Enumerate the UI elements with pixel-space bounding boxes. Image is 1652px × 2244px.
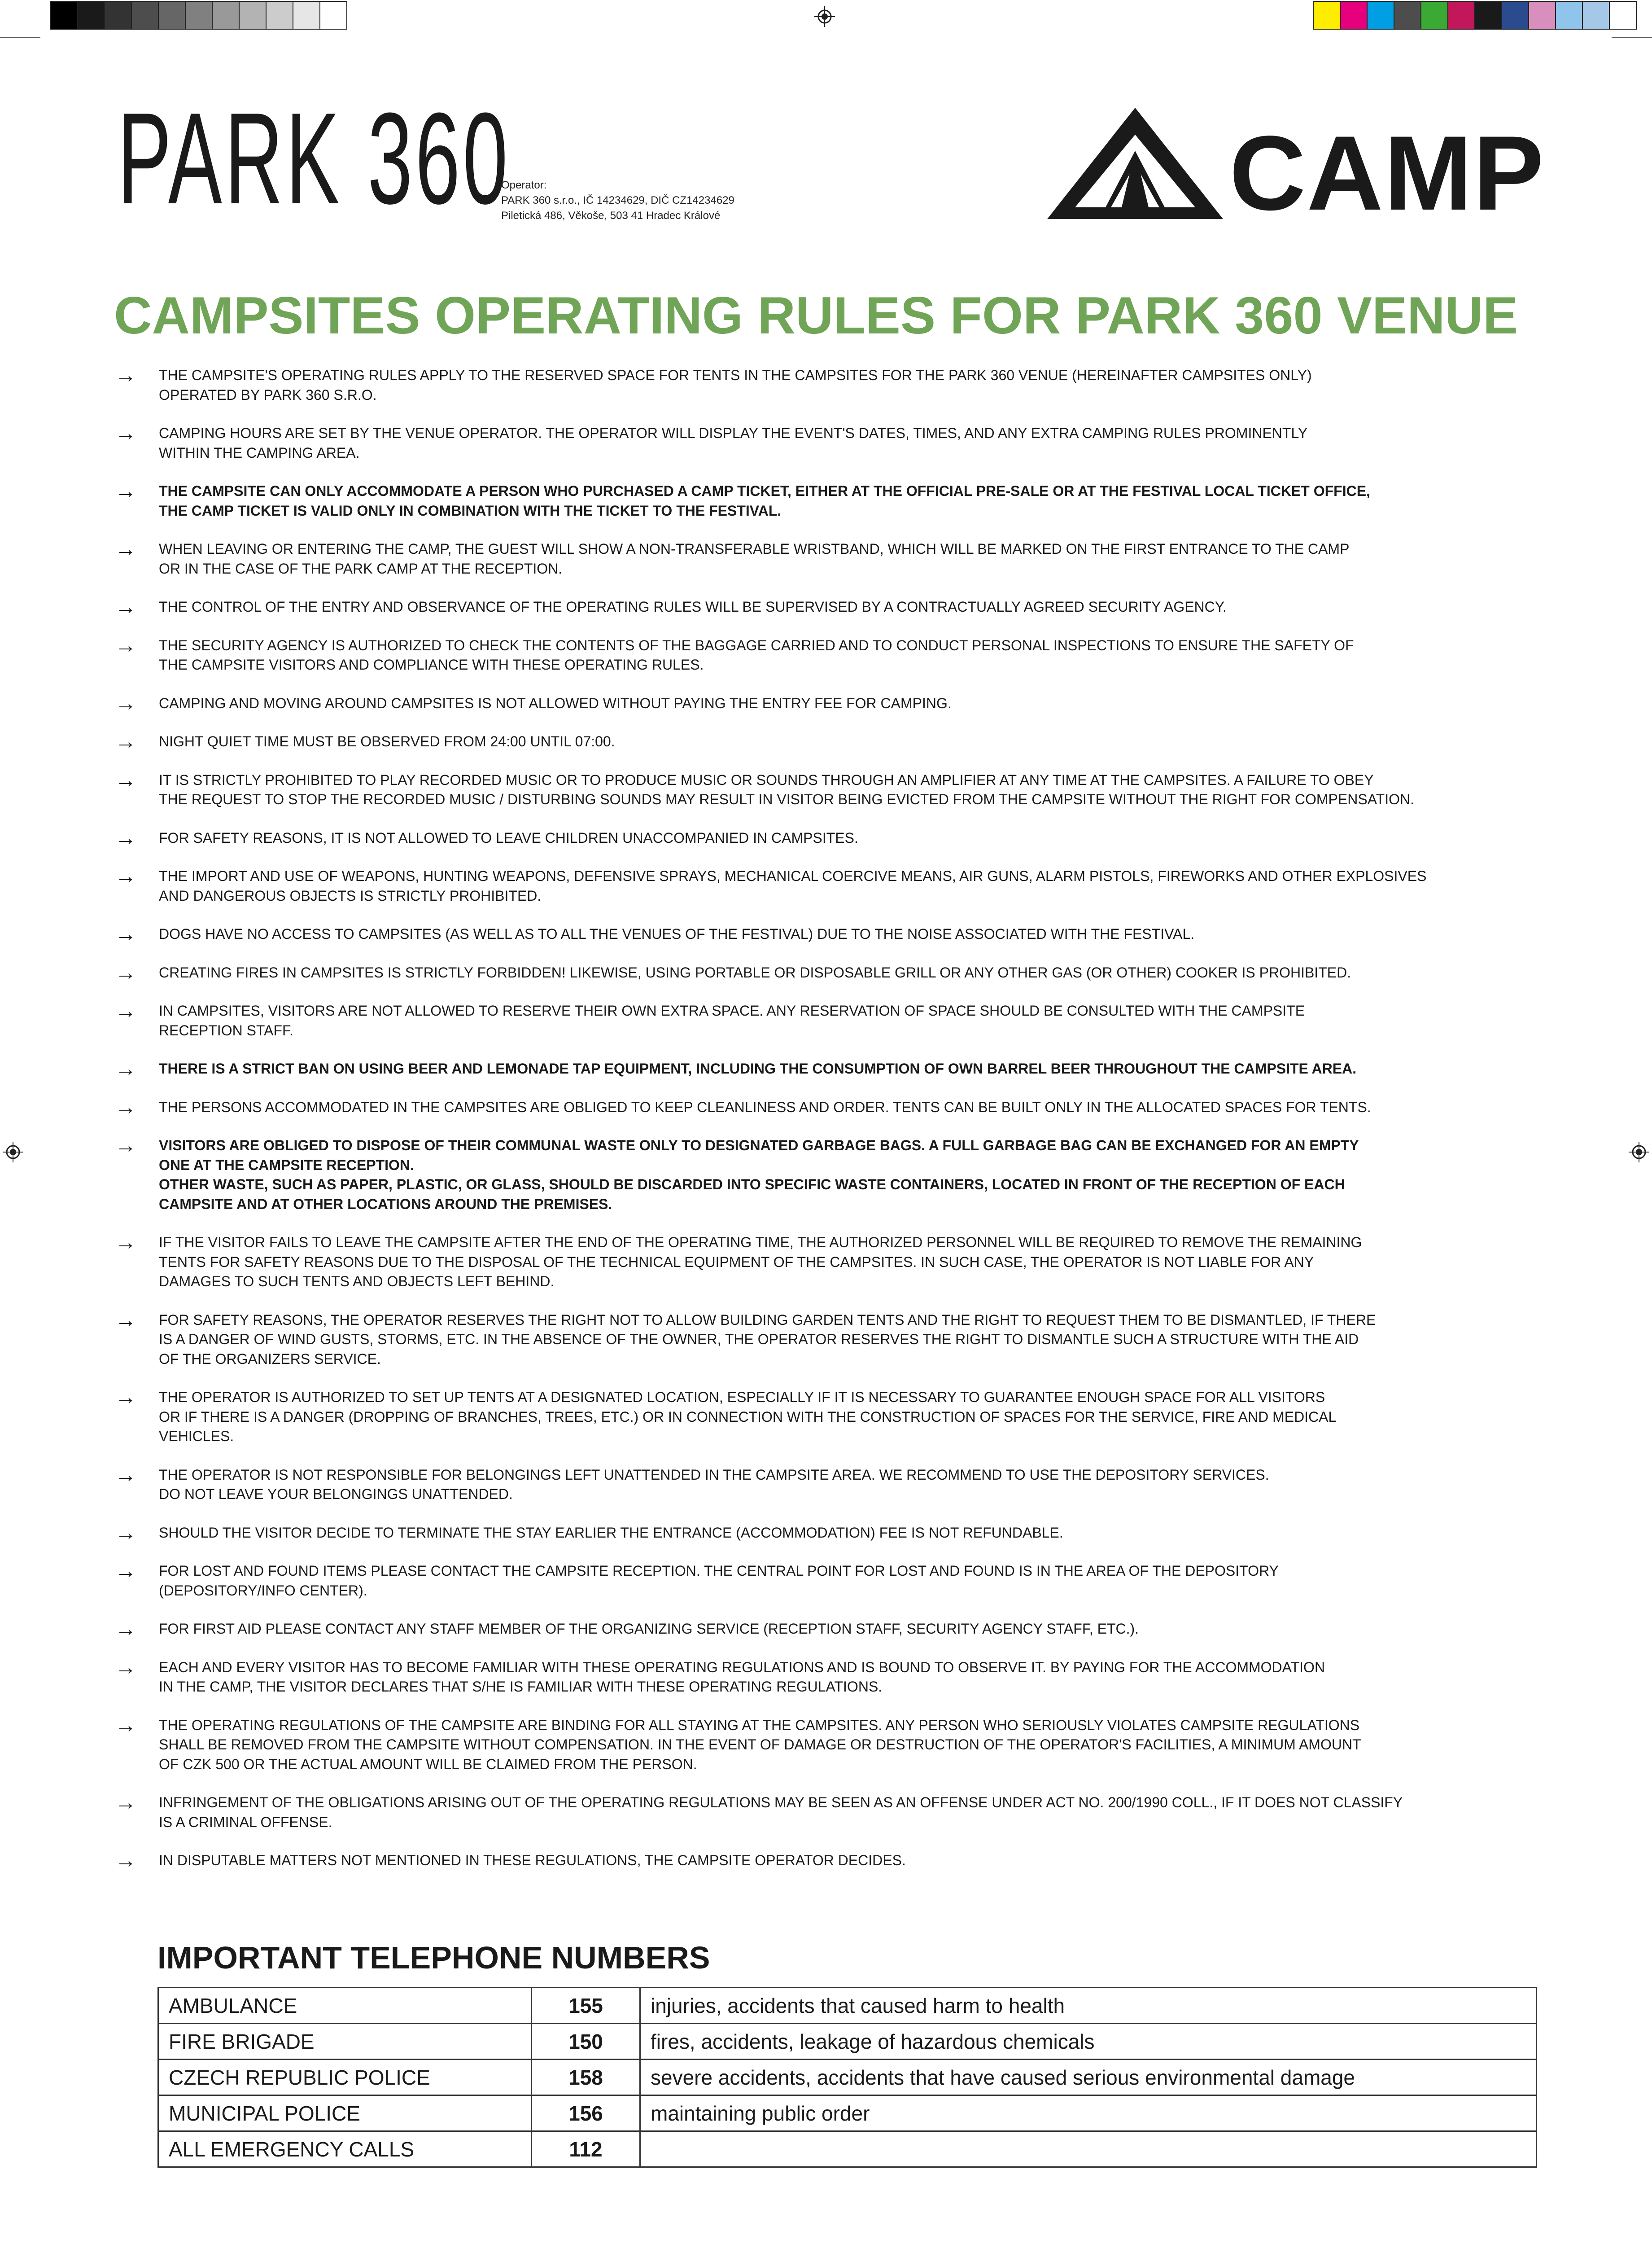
rule-item: [114, 1095, 1541, 1119]
color-swatch: [1529, 2, 1556, 29]
gray-swatch: [320, 2, 346, 29]
rule-item: [114, 597, 1541, 617]
arrow-right-icon: →: [115, 1791, 136, 1814]
arrow-right-icon: →: [115, 1617, 136, 1641]
registration-mark-icon: [814, 6, 835, 27]
rule-text: DOGS HAVE NO ACCESS TO CAMPSITES (AS WELL AS TO ALL THE VENUES OF THE FESTIVAL) DUE TO THE NOISE ASSOCIATED WITH THE FESTIVAL.: [159, 926, 1195, 942]
arrow-right-icon: →: [115, 922, 136, 946]
rule-text: NIGHT QUIET TIME MUST BE OBSERVED FROM 24:00 UNTIL 07:00.: [159, 733, 615, 749]
rule-item: [114, 922, 1541, 946]
rule-item: [114, 1310, 1541, 1369]
page-title: CAMPSITES OPERATING RULES FOR PARK 360 VENUE: [114, 286, 1518, 345]
rule-item: [114, 1619, 1541, 1639]
table-row: [158, 2060, 1537, 2095]
color-swatch: [1610, 2, 1636, 29]
color-swatch: [1583, 2, 1610, 29]
arrow-right-icon: →: [115, 479, 136, 503]
gray-calibration-bar: [50, 1, 347, 30]
rule-text: FOR FIRST AID PLEASE CONTACT ANY STAFF MEMBER OF THE ORGANIZING SERVICE (RECEPTION STAFF, SECURITY AGENCY STAFF, ETC.).: [159, 1621, 1139, 1637]
arrow-right-icon: →: [115, 537, 136, 561]
phone-service: ALL EMERGENCY CALLS: [158, 2131, 532, 2167]
rule-text: THE SECURITY AGENCY IS AUTHORIZED TO CHECK THE CONTENTS OF THE BAGGAGE CARRIED AND TO CONDUCT PERSONAL INSPECTIONS TO ENSURE THE SAFETY OF THE CAMPSITE VISITORS AND COMPLIANCE WITH THESE OPERATING RULES.: [159, 637, 1354, 673]
arrow-right-icon: →: [115, 1057, 136, 1081]
phone-number: 112: [532, 2131, 640, 2167]
operator-line1: PARK 360 s.r.o., IČ 14234629, DIČ CZ14234629: [501, 194, 734, 206]
color-swatch: [1421, 2, 1448, 29]
arrow-right-icon: →: [115, 1095, 136, 1119]
rule-text: VISITORS ARE OBLIGED TO DISPOSE OF THEIR COMMUNAL WASTE ONLY TO DESIGNATED GARBAGE BAGS. A FULL GARBAGE BAG CAN BE EXCHANGED FOR AN EMPTY ONE AT THE CAMPSITE RECEPTION. OTHER WASTE, SUCH AS PAPER, PLASTIC, OR GLASS, SHOULD BE DISCARDED INTO SPECIFIC WASTE CONTAINERS, LOCATED IN FRONT OF THE RECEPTION OF EACH CAMPSITE AND AT OTHER LOCATIONS AROUND THE PREMISES.: [159, 1137, 1359, 1212]
operator-line2: Piletická 486, Věkoše, 503 41 Hradec Králové: [501, 210, 721, 222]
arrow-right-icon: →: [115, 960, 136, 985]
gray-swatch: [213, 2, 240, 29]
operator-label: Operator:: [501, 179, 547, 191]
rule-text: THE CAMPSITE CAN ONLY ACCOMMODATE A PERSON WHO PURCHASED A CAMP TICKET, EITHER AT THE OFFICIAL PRE-SALE OR AT THE FESTIVAL LOCAL TICKET OFFICE, THE CAMP TICKET IS VALID ONLY IN COMBINATION WITH THE TICKET TO THE FESTIVAL.: [159, 483, 1370, 519]
rule-text: CREATING FIRES IN CAMPSITES IS STRICTLY FORBIDDEN! LIKEWISE, USING PORTABLE OR DISPOSABLE GRILL OR ANY OTHER GAS (OR OTHER) COOKER IS PROHIBITED.: [159, 964, 1351, 981]
rule-item: [114, 1713, 1541, 1775]
rule-item: [114, 828, 1541, 848]
phone-description: [640, 2131, 1537, 2167]
rule-text: IN DISPUTABLE MATTERS NOT MENTIONED IN THESE REGULATIONS, THE CAMPSITE OPERATOR DECIDES.: [159, 1852, 906, 1868]
gray-swatch: [51, 2, 78, 29]
rule-item: [114, 960, 1541, 985]
arrow-right-icon: →: [115, 1559, 136, 1583]
rule-text: INFRINGEMENT OF THE OBLIGATIONS ARISING OUT OF THE OPERATING REGULATIONS MAY BE SEEN AS AN OFFENSE UNDER ACT NO. 200/1990 COLL., IF IT DOES NOT CLASSIFY IS A CRIMINAL OFFENSE.: [159, 1794, 1403, 1830]
arrow-right-icon: →: [115, 999, 136, 1023]
rule-text: FOR SAFETY REASONS, THE OPERATOR RESERVES THE RIGHT NOT TO ALLOW BUILDING GARDEN TENTS AND THE RIGHT TO REQUEST THEM TO BE DISMANTLED, IF THERE IS A DANGER OF WIND GUSTS, STORMS, ETC. IN THE ABSENCE OF THE OWNER, THE OPERATOR RESERVES THE RIGHT TO DISMANTLE SUCH A STRUCTURE WITH THE AID OF THE ORGANIZERS SERVICE.: [159, 1311, 1376, 1367]
rule-item: [114, 864, 1541, 906]
registration-mark-icon: [3, 1142, 23, 1162]
color-calibration-bar: [1313, 1, 1637, 30]
phone-number: 156: [532, 2095, 640, 2131]
rule-text: THE CAMPSITE'S OPERATING RULES APPLY TO THE RESERVED SPACE FOR TENTS IN THE CAMPSITES FOR THE PARK 360 VENUE (HEREINAFTER CAMPSITES ONLY) OPERATED BY PARK 360 S.R.O.: [159, 367, 1312, 403]
arrow-right-icon: →: [115, 1231, 136, 1254]
rule-item: [114, 421, 1541, 463]
rules-list: [114, 366, 1541, 1889]
table-row: [158, 2131, 1537, 2167]
arrow-right-icon: →: [115, 1655, 136, 1679]
rule-text: FOR SAFETY REASONS, IT IS NOT ALLOWED TO LEAVE CHILDREN UNACCOMPANIED IN CAMPSITES.: [159, 829, 858, 846]
rule-item: [114, 768, 1541, 810]
rule-text: THERE IS A STRICT BAN ON USING BEER AND LEMONADE TAP EQUIPMENT, INCLUDING THE CONSUMPTION OF OWN BARREL BEER THROUGHOUT THE CAMPSITE AREA.: [159, 1061, 1357, 1077]
rule-item: [114, 732, 1541, 752]
arrow-right-icon: →: [115, 1521, 136, 1545]
arrow-right-icon: →: [115, 421, 136, 445]
arrow-right-icon: →: [115, 1385, 136, 1409]
rule-item: [114, 1001, 1541, 1040]
color-swatch: [1314, 2, 1341, 29]
park360-logo: PARK 360: [118, 86, 511, 231]
rule-item: [114, 633, 1541, 675]
rule-text: CAMPING HOURS ARE SET BY THE VENUE OPERATOR. THE OPERATOR WILL DISPLAY THE EVENT'S DATES, TIMES, AND ANY EXTRA CAMPING RULES PROMINENTLY WITHIN THE CAMPING AREA.: [159, 425, 1308, 461]
rule-item: [114, 1655, 1541, 1697]
phone-service: MUNICIPAL POLICE: [158, 2095, 532, 2131]
rule-text: EACH AND EVERY VISITOR HAS TO BECOME FAMILIAR WITH THESE OPERATING REGULATIONS AND IS BOUND TO OBSERVE IT. BY PAYING FOR THE ACCOMMODATION IN THE CAMP, THE VISITOR DECLARES THAT S/HE IS FAMILIAR WITH THESE OPERATING REGULATIONS.: [159, 1659, 1325, 1695]
rule-text: THE PERSONS ACCOMMODATED IN THE CAMPSITES ARE OBLIGED TO KEEP CLEANLINESS AND ORDER. TENTS CAN BE BUILT ONLY IN THE ALLOCATED SPACES FOR TENTS.: [159, 1099, 1371, 1115]
table-row: [158, 2024, 1537, 2060]
rule-text: WHEN LEAVING OR ENTERING THE CAMP, THE GUEST WILL SHOW A NON-TRANSFERABLE WRISTBAND, WHICH WILL BE MARKED ON THE FIRST ENTRANCE TO THE CAMP OR IN THE CASE OF THE PARK CAMP AT THE RECEPTION.: [159, 541, 1350, 577]
rule-text: IF THE VISITOR FAILS TO LEAVE THE CAMPSITE AFTER THE END OF THE OPERATING TIME, THE AUTHORIZED PERSONNEL WILL BE REQUIRED TO REMOVE THE REMAINING TENTS FOR SAFETY REASONS DUE TO THE DISPOSAL OF THE TECHNICAL EQUIPMENT OF THE CAMPSITES. IN SUCH CASE, THE OPERATOR IS NOT LIABLE FOR ANY DAMAGES TO SUCH TENTS AND OBJECTS LEFT BEHIND.: [159, 1234, 1362, 1289]
gray-swatch: [267, 2, 293, 29]
rule-item: [114, 691, 1541, 715]
phone-description: severe accidents, accidents that have caused serious environmental damage: [640, 2060, 1537, 2095]
phone-number: 155: [532, 1988, 640, 2024]
rule-item: [114, 1136, 1541, 1214]
rule-text: THE IMPORT AND USE OF WEAPONS, HUNTING WEAPONS, DEFENSIVE SPRAYS, MECHANICAL COERCIVE MEANS, AIR GUNS, ALARM PISTOLS, FIREWORKS AND OTHER EXPLOSIVES AND DANGEROUS OBJECTS IS STRICTLY PROHIBITED.: [159, 868, 1427, 904]
rule-item: [114, 1465, 1541, 1504]
arrow-right-icon: →: [115, 730, 136, 754]
phone-description: fires, accidents, leakage of hazardous chemicals: [640, 2024, 1537, 2060]
crop-mark: [0, 37, 40, 38]
color-swatch: [1556, 2, 1583, 29]
gray-swatch: [105, 2, 132, 29]
rule-text: THE OPERATING REGULATIONS OF THE CAMPSITE ARE BINDING FOR ALL STAYING AT THE CAMPSITES. ANY PERSON WHO SERIOUSLY VIOLATES CAMPSITE REGULATIONS SHALL BE REMOVED FROM THE CAMPSITE WITHOUT COMPENSATION. IN THE EVENT OF DAMAGE OR DESTRUCTION OF THE OPERATOR'S FACILITIES, A MINIMUM AMOUNT OF CZK 500 OR THE ACTUAL AMOUNT WILL BE CLAIMED FROM THE PERSON.: [159, 1717, 1361, 1772]
rule-item: [114, 539, 1541, 579]
gray-swatch: [293, 2, 320, 29]
rule-item: [114, 1385, 1541, 1446]
operator-info: [501, 178, 734, 224]
arrow-right-icon: →: [115, 691, 136, 715]
camp-logo-text: CAMP: [1229, 114, 1545, 232]
rule-text: SHOULD THE VISITOR DECIDE TO TERMINATE THE STAY EARLIER THE ENTRANCE (ACCOMMODATION) FEE IS NOT REFUNDABLE.: [159, 1524, 1063, 1541]
phones-table: [157, 1987, 1537, 2168]
rule-text: IT IS STRICTLY PROHIBITED TO PLAY RECORDED MUSIC OR TO PRODUCE MUSIC OR SOUNDS THROUGH AN AMPLIFIER AT ANY TIME AT THE CAMPSITES. A FAILURE TO OBEY THE REQUEST TO STOP THE RECORDED MUSIC / DISTURBING SOUNDS MAY RESULT IN VISITOR BEING EVICTED FROM THE CAMPSITE WITHOUT THE RIGHT FOR COMPENSATION.: [159, 771, 1414, 807]
phone-service: CZECH REPUBLIC POLICE: [158, 2060, 532, 2095]
table-row: [158, 1988, 1537, 2024]
color-swatch: [1394, 2, 1421, 29]
gray-swatch: [78, 2, 105, 29]
tent-logo-icon: [1047, 106, 1223, 219]
rule-item: [114, 1851, 1541, 1871]
color-swatch: [1475, 2, 1502, 29]
arrow-right-icon: →: [115, 864, 136, 888]
phone-number: 158: [532, 2060, 640, 2095]
phone-description: maintaining public order: [640, 2095, 1537, 2131]
crop-mark: [1612, 37, 1652, 38]
rule-item: [114, 1793, 1541, 1832]
gray-swatch: [186, 2, 213, 29]
rule-item: [114, 366, 1541, 405]
arrow-right-icon: →: [115, 633, 136, 657]
rule-item: [114, 1233, 1541, 1292]
registration-mark-icon: [1629, 1142, 1649, 1162]
gray-swatch: [132, 2, 159, 29]
gray-swatch: [159, 2, 186, 29]
rule-text: THE CONTROL OF THE ENTRY AND OBSERVANCE OF THE OPERATING RULES WILL BE SUPERVISED BY A CONTRACTUALLY AGREED SECURITY AGENCY.: [159, 599, 1227, 615]
rule-text: THE OPERATOR IS AUTHORIZED TO SET UP TENTS AT A DESIGNATED LOCATION, ESPECIALLY IF IT IS NECESSARY TO GUARANTEE ENOUGH SPACE FOR ALL VISITORS OR IF THERE IS A DANGER (DROPPING OF BRANCHES, TREES, ETC.) OR IN CONNECTION WITH THE CONSTRUCTION OF SPACES FOR THE SERVICE, FIRE AND MEDICAL VEHICLES.: [159, 1389, 1337, 1444]
phones-title: IMPORTANT TELEPHONE NUMBERS: [157, 1940, 710, 1975]
rule-item: [114, 1523, 1541, 1543]
phone-service: FIRE BRIGADE: [158, 2024, 532, 2060]
phone-description: injuries, accidents that caused harm to health: [640, 1988, 1537, 2024]
arrow-right-icon: →: [115, 364, 136, 387]
arrow-right-icon: →: [115, 595, 136, 619]
rule-item: [114, 1561, 1541, 1600]
arrow-right-icon: →: [115, 1463, 136, 1487]
color-swatch: [1368, 2, 1394, 29]
arrow-right-icon: →: [115, 1134, 136, 1157]
table-row: [158, 2095, 1537, 2131]
rule-text: CAMPING AND MOVING AROUND CAMPSITES IS NOT ALLOWED WITHOUT PAYING THE ENTRY FEE FOR CAMPING.: [159, 695, 952, 711]
color-swatch: [1448, 2, 1475, 29]
arrow-right-icon: →: [115, 768, 136, 792]
phone-service: AMBULANCE: [158, 1988, 532, 2024]
arrow-right-icon: →: [115, 826, 136, 850]
rule-text: FOR LOST AND FOUND ITEMS PLEASE CONTACT THE CAMPSITE RECEPTION. THE CENTRAL POINT FOR LOST AND FOUND IS IN THE AREA OF THE DEPOSITORY (DEPOSITORY/INFO CENTER).: [159, 1563, 1279, 1599]
gray-swatch: [240, 2, 267, 29]
rule-item: [114, 479, 1541, 521]
rule-text: IN CAMPSITES, VISITORS ARE NOT ALLOWED TO RESERVE THEIR OWN EXTRA SPACE. ANY RESERVATION OF SPACE SHOULD BE CONSULTED WITH THE CAMPSITE RECEPTION STAFF.: [159, 1003, 1305, 1039]
arrow-right-icon: →: [115, 1849, 136, 1872]
phone-number: 150: [532, 2024, 640, 2060]
color-swatch: [1502, 2, 1529, 29]
arrow-right-icon: →: [115, 1308, 136, 1332]
color-swatch: [1341, 2, 1368, 29]
arrow-right-icon: →: [115, 1713, 136, 1737]
rule-item: [114, 1059, 1541, 1079]
rule-text: THE OPERATOR IS NOT RESPONSIBLE FOR BELONGINGS LEFT UNATTENDED IN THE CAMPSITE AREA. WE RECOMMEND TO USE THE DEPOSITORY SERVICES. DO NOT LEAVE YOUR BELONGINGS UNATTENDED.: [159, 1466, 1269, 1502]
